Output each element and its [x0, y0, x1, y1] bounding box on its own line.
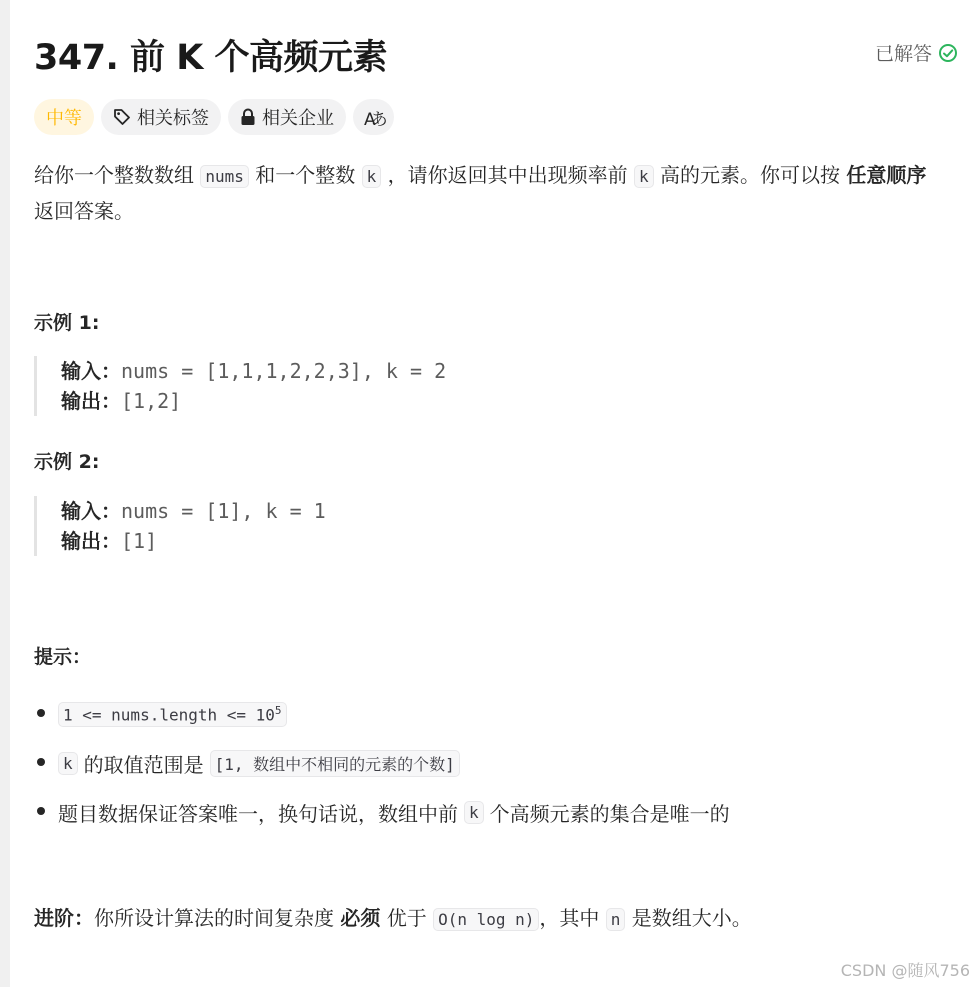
problem-description: [34, 158, 949, 228]
code-k: k: [362, 165, 382, 188]
output-label: 输出：: [61, 529, 121, 553]
follow-up-bold: 必须: [340, 906, 381, 930]
problem-panel: [10, 0, 974, 987]
related-tags-button[interactable]: [101, 99, 221, 135]
translate-icon: Aあ: [364, 109, 383, 130]
solved-status: [875, 39, 958, 66]
example-input: nums = [1,1,1,2,2,3], k = 2: [121, 359, 447, 383]
example-2-block: [34, 496, 561, 556]
code-k: k: [58, 752, 78, 775]
example-output: [1,2]: [121, 389, 182, 413]
desc-text: 和一个整数: [255, 163, 356, 187]
constraint-code: [58, 702, 287, 726]
follow-up-text: 你所设计算法的时间复杂度: [94, 906, 334, 930]
check-circle-icon: [938, 43, 958, 63]
desc-text: 返回答案。: [34, 199, 134, 223]
list-item: [34, 788, 730, 837]
code-k: k: [634, 165, 654, 188]
example-2-heading: 示例 2:: [34, 451, 100, 473]
follow-up-text: ，其中: [539, 906, 600, 930]
related-companies-button[interactable]: [228, 99, 346, 135]
follow-up-label: 进阶：: [34, 906, 94, 930]
output-label: 输出：: [61, 389, 121, 413]
desc-text: 给你一个整数数组: [34, 163, 194, 187]
translate-button[interactable]: [353, 99, 394, 135]
code-n: n: [606, 908, 626, 931]
follow-up: [34, 900, 752, 938]
problem-title: 347. 前 K 个高频元素: [34, 38, 388, 78]
difficulty-label: 中等: [46, 108, 82, 129]
constraint-exponent: 5: [274, 704, 282, 718]
input-label: 输入：: [61, 359, 121, 383]
example-output: [1]: [121, 529, 158, 553]
follow-up-text: 是数组大小。: [631, 906, 752, 930]
constraint-text: 的取值范围是: [83, 753, 204, 777]
constraint-text: 题目数据保证答案唯一，换句话说，数组中前: [58, 802, 458, 826]
code-nums: nums: [200, 165, 249, 188]
desc-bold: 任意顺序: [846, 163, 927, 187]
desc-text: ，请你返回其中出现频率前: [387, 163, 628, 187]
complexity-code: O(n log n): [433, 908, 539, 931]
constraint-range: [1, 数组中不相同的元素的个数]: [210, 750, 460, 777]
solved-label: 已解答: [874, 43, 932, 65]
difficulty-badge: [34, 99, 94, 135]
tag-icon: [113, 108, 131, 126]
watermark: CSDN @随风756: [840, 961, 970, 980]
list-item: [34, 739, 730, 788]
constraints-heading: 提示：: [34, 646, 92, 668]
related-tags-label: 相关标签: [137, 108, 209, 129]
desc-text: 高的元素。你可以按: [659, 163, 840, 187]
constraint-text: 个高频元素的集合是唯一的: [489, 802, 730, 826]
follow-up-text: 优于: [386, 906, 427, 930]
list-item: [34, 690, 730, 739]
example-input: nums = [1], k = 1: [121, 499, 326, 523]
example-1-heading: 示例 1:: [34, 312, 100, 334]
lock-icon: [240, 108, 256, 126]
code-k: k: [464, 801, 484, 824]
tag-bar: [34, 99, 394, 135]
related-companies-label: 相关企业: [262, 108, 334, 129]
example-1-block: [34, 356, 561, 416]
constraint-code-text: 1 <= nums.length <= 10: [63, 705, 275, 725]
input-label: 输入：: [61, 499, 121, 523]
constraints-list: [34, 690, 730, 837]
